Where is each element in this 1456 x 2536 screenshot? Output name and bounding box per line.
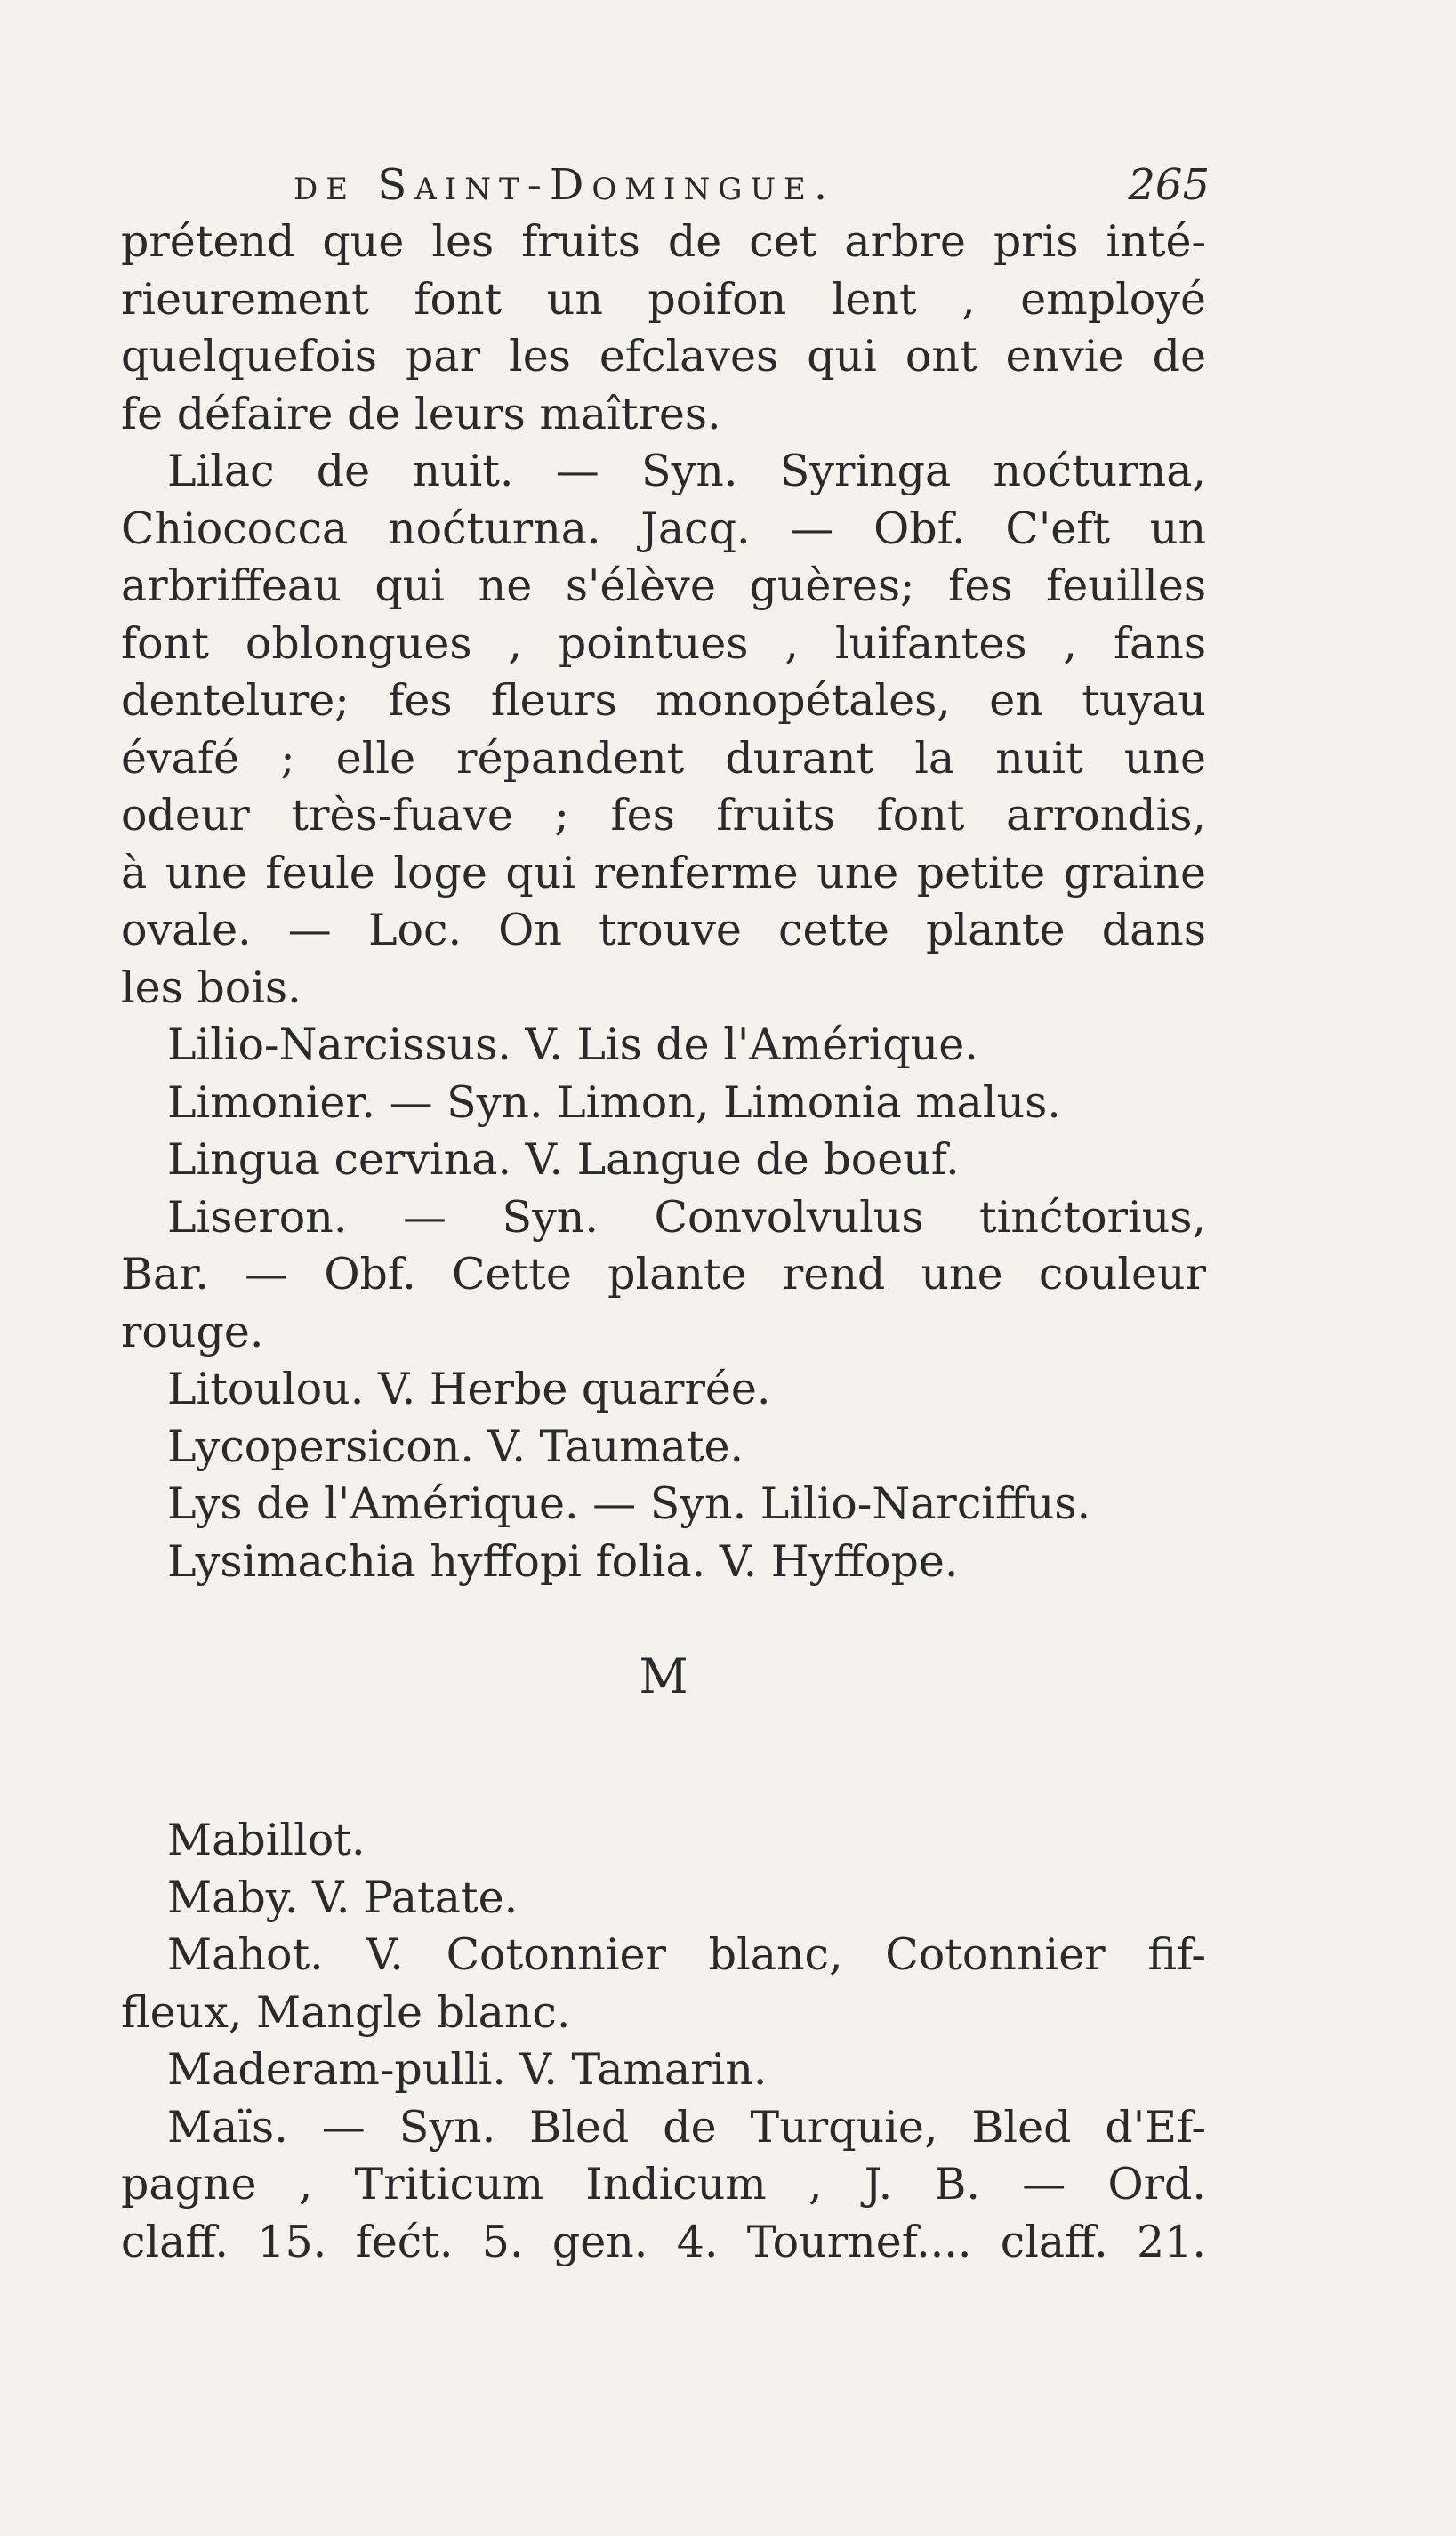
text-line: à une feule loge qui renferme une petite graine [121, 847, 1206, 898]
entry-mahot: Mahot. V. Cotonnier blanc, Cotonnier fif- [167, 1929, 1206, 1980]
entry-limonier: Limonier. — Syn. Limon, Limonia malus. [167, 1076, 1061, 1128]
entry-lilac: Lilac de nuit. — Syn. Syringa noćturna, [167, 446, 1206, 496]
text-line: dentelure; fes fleurs monopétales, en tuyau [121, 675, 1206, 726]
text-line: pagne , Triticum Indicum , J. B. — Ord. [121, 2159, 1206, 2210]
text-line: fleux, Mangle blanc. [121, 1986, 571, 2038]
text-line: Chiococca noćturna. Jacq. — Obf. C'eft un [121, 503, 1206, 554]
text-line: rouge. [121, 1306, 264, 1357]
entry-lingua: Lingua cervina. V. Langue de boeuf. [167, 1134, 960, 1185]
text-line: rieurement font un poifon lent , employé [121, 273, 1206, 325]
text-line: évafé ; elle répandent durant la nuit une [121, 732, 1206, 784]
text-line: fe défaire de leurs maîtres. [121, 388, 721, 439]
text-line: les bois. [121, 962, 302, 1013]
page-number: 265 [1128, 160, 1210, 210]
entry-litoulou: Litoulou. V. Herbe quarrée. [167, 1364, 771, 1414]
entry-lycopersicon: Lycopersicon. V. Taumate. [167, 1421, 744, 1472]
entry-lys: Lys de l'Amérique. — Syn. Lilio-Narciffus. [167, 1478, 1091, 1529]
body-text [121, 213, 1206, 2271]
entry-mabillot: Mabillot. [167, 1815, 366, 1865]
text-line: ovale. — Loc. On trouve cette plante dans [121, 905, 1206, 955]
running-title: de Saint-Domingue. [294, 160, 836, 210]
entry-lilio-narcissus: Lilio-Narcissus. V. Lis de l'Amérique. [167, 1019, 978, 1070]
spacer [121, 1590, 1206, 1648]
entry-mais: Maïs. — Syn. Bled de Turquie, Bled d'Ef- [167, 2101, 1206, 2153]
entry-maderam-pulli: Maderam-pulli. V. Tamarin. [167, 2044, 768, 2095]
entry-lysimachia: Lysimachia hyffopi folia. V. Hyffope. [167, 1535, 959, 1587]
entry-liseron: Liseron. — Syn. Convolvulus tinćtorius, [167, 1191, 1206, 1243]
text-line: quelquefois par les efclaves qui ont envie de [121, 331, 1206, 382]
text-line: odeur très-fuave ; fes fruits font arrondis, [121, 790, 1206, 841]
text-line: claff. 15. fećt. 5. gen. 4. Tournef.... claff. 21. [121, 2216, 1206, 2267]
section-letter-m: M [639, 1647, 688, 1704]
text-line: font oblongues , pointues , luifantes , fans [121, 617, 1206, 669]
text-line: arbriffeau qui ne s'élève guères; fes feuilles [121, 560, 1206, 611]
text-line: Bar. — Obf. Cette plante rend une couleur [121, 1249, 1206, 1300]
text-line: prétend que les fruits de cet arbre pris inté- [121, 216, 1206, 267]
spacer [121, 1705, 1206, 1812]
entry-maby: Maby. V. Patate. [167, 1872, 519, 1923]
